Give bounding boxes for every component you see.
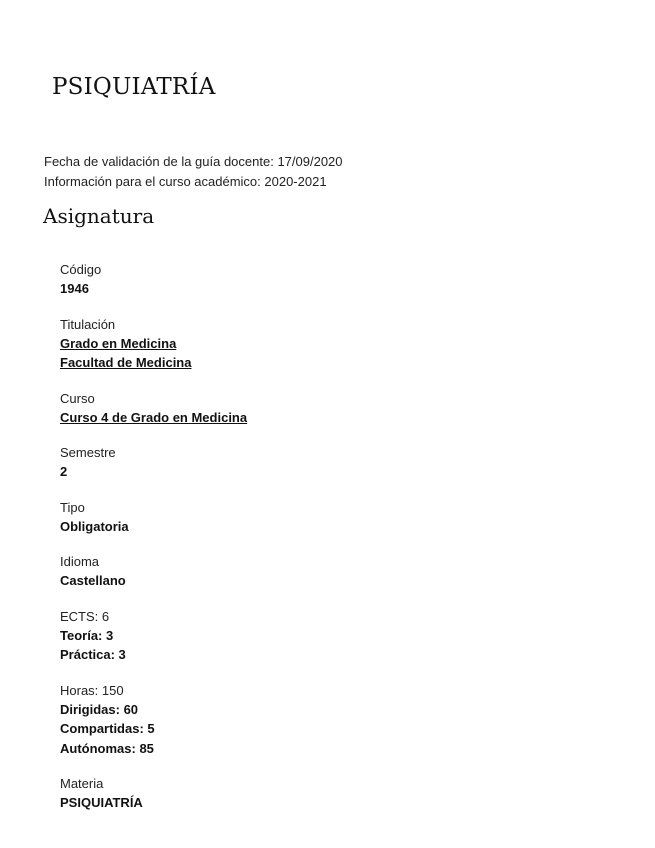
horas-compartidas-value: Compartidas: 5: [60, 721, 155, 736]
field-titulacion: [60, 315, 247, 373]
field-semestre: [60, 443, 247, 482]
semestre-value: 2: [60, 464, 68, 479]
subject-fields: [60, 260, 247, 829]
idioma-value: Castellano: [60, 573, 126, 588]
codigo-label: Código: [60, 262, 102, 277]
field-codigo: [60, 260, 247, 299]
idioma-label: Idioma: [60, 554, 100, 569]
ects-practica-value: Práctica: 3: [60, 647, 126, 662]
semestre-label: Semestre: [60, 445, 116, 460]
guide-meta: [44, 152, 343, 192]
field-curso: [60, 389, 247, 428]
field-materia: [60, 774, 247, 813]
course-link[interactable]: Curso 4 de Grado en Medicina: [60, 409, 248, 425]
degree-link[interactable]: Grado en Medicina: [60, 335, 177, 351]
page-title: PSIQUIATRÍA: [52, 74, 216, 100]
horas-autonomas-value: Autónomas: 85: [60, 740, 154, 756]
field-idioma: [60, 552, 247, 591]
faculty-link[interactable]: Facultad de Medicina: [60, 355, 192, 370]
academic-year-text: Información para el curso académico: 2020-2021: [44, 174, 327, 189]
codigo-value: 1946: [60, 281, 89, 296]
field-tipo: [60, 498, 247, 537]
horas-label: Horas: 150: [60, 682, 124, 698]
tipo-label: Tipo: [60, 499, 85, 515]
validation-date-text: Fecha de validación de la guía docente: 17/09/2020: [44, 154, 343, 169]
titulacion-label: Titulación: [60, 316, 116, 332]
field-ects: [60, 607, 247, 665]
ects-label: ECTS: 6: [60, 608, 110, 624]
materia-value: PSIQUIATRÍA: [60, 795, 143, 810]
materia-label: Materia: [60, 776, 104, 791]
ects-teoria-value: Teoría: 3: [60, 627, 114, 643]
horas-dirigidas-value: Dirigidas: 60: [60, 701, 139, 717]
field-horas: [60, 681, 247, 759]
tipo-value: Obligatoria: [60, 518, 129, 534]
curso-label: Curso: [60, 390, 95, 406]
asignatura-heading: Asignatura: [43, 204, 155, 228]
